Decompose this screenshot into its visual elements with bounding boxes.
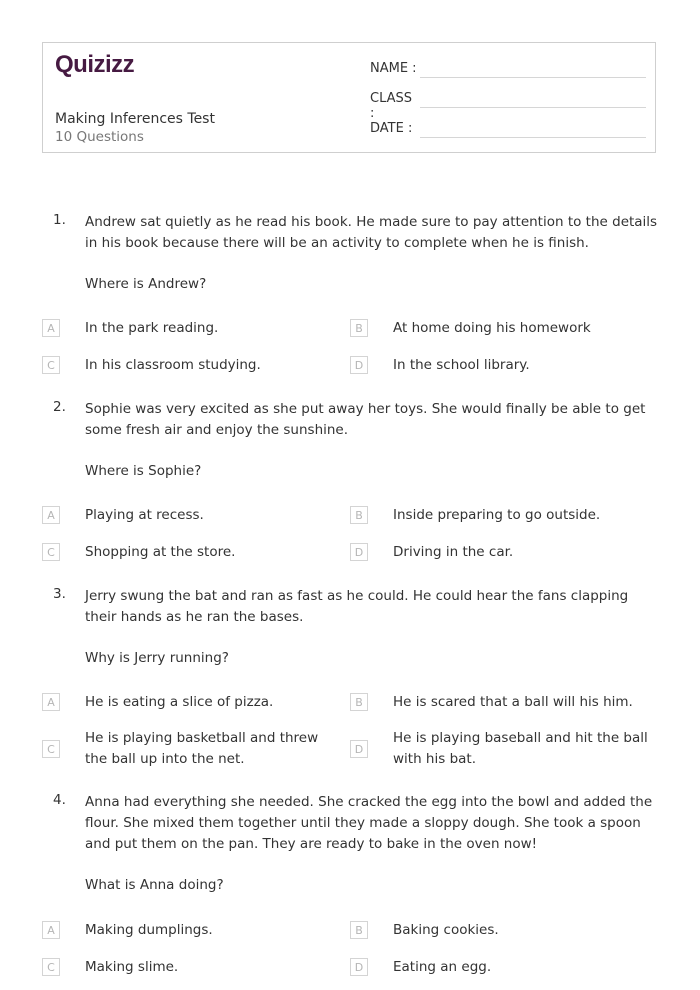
option-text: Baking cookies. (393, 922, 499, 938)
option-letter-box: C (42, 543, 60, 561)
option-letter-box: D (350, 958, 368, 976)
class-field (370, 91, 420, 121)
question-prompt: Where is Andrew? (85, 276, 207, 292)
question-prompt: Where is Sophie? (85, 463, 202, 479)
option-text: Driving in the car. (393, 544, 514, 560)
option-text: Shopping at the store. (85, 544, 236, 560)
option-text: Making dumplings. (85, 922, 213, 938)
option-text: He is playing basketball and threw the ball up into the net. (85, 730, 319, 767)
option-text: At home doing his homework (393, 320, 591, 336)
option-text: Eating an egg. (393, 959, 492, 975)
option-text: Making slime. (85, 959, 179, 975)
name-label: NAME : (370, 61, 417, 76)
option-letter-box: B (350, 319, 368, 337)
option-text: He is playing baseball and hit the ball with his bat. (393, 730, 648, 767)
date-label: DATE : (370, 121, 413, 136)
question-count: 10 Questions (55, 129, 144, 145)
option-text: Playing at recess. (85, 507, 204, 523)
option-letter-box: B (350, 693, 368, 711)
option-text: In his classroom studying. (85, 357, 261, 373)
question-number: 4. (53, 792, 66, 808)
worksheet-header (42, 42, 656, 153)
question-text: Sophie was very excited as she put away her toys. She would finally be able to get some fresh air and enjoy the sunshine. (85, 401, 646, 438)
option-letter-box: B (350, 921, 368, 939)
question-text: Andrew sat quietly as he read his book. He made sure to pay attention to the details in his book because there will be an activity to complete when he is finish. (85, 214, 658, 251)
option-letter-box: C (42, 958, 60, 976)
option-letter-box: A (42, 506, 60, 524)
question-number: 1. (53, 212, 66, 228)
option-letter-box: A (42, 921, 60, 939)
option-text: In the park reading. (85, 320, 219, 336)
name-line (420, 77, 646, 78)
class-label: CLASS : (370, 91, 413, 121)
date-line (420, 137, 646, 138)
question-number: 2. (53, 399, 66, 415)
option-letter-box: A (42, 319, 60, 337)
option-letter-box: A (42, 693, 60, 711)
date-field (370, 121, 420, 136)
question-prompt: What is Anna doing? (85, 877, 224, 893)
option-letter-box: D (350, 356, 368, 374)
option-text: In the school library. (393, 357, 530, 373)
option-text: He is eating a slice of pizza. (85, 694, 274, 710)
question-text: Anna had everything she needed. She cracked the egg into the bowl and added the flour. She mixed them together until they made a sloppy dough. She took a spoon and put them on the pan. They are ready to bake in the oven now! (85, 794, 653, 852)
option-letter-box: D (350, 543, 368, 561)
name-field (370, 61, 420, 76)
option-text: He is scared that a ball will his him. (393, 694, 633, 710)
question-prompt: Why is Jerry running? (85, 650, 229, 666)
question-text: Jerry swung the bat and ran as fast as he could. He could hear the fans clapping their hands as he ran the bases. (85, 588, 629, 625)
option-letter-box: B (350, 506, 368, 524)
question-number: 3. (53, 586, 66, 602)
test-title: Making Inferences Test (55, 111, 215, 127)
option-letter-box: C (42, 740, 60, 758)
option-letter-box: C (42, 356, 60, 374)
option-text: Inside preparing to go outside. (393, 507, 601, 523)
class-line (420, 107, 646, 108)
option-letter-box: D (350, 740, 368, 758)
quizizz-logo: Quizizz (55, 51, 135, 78)
